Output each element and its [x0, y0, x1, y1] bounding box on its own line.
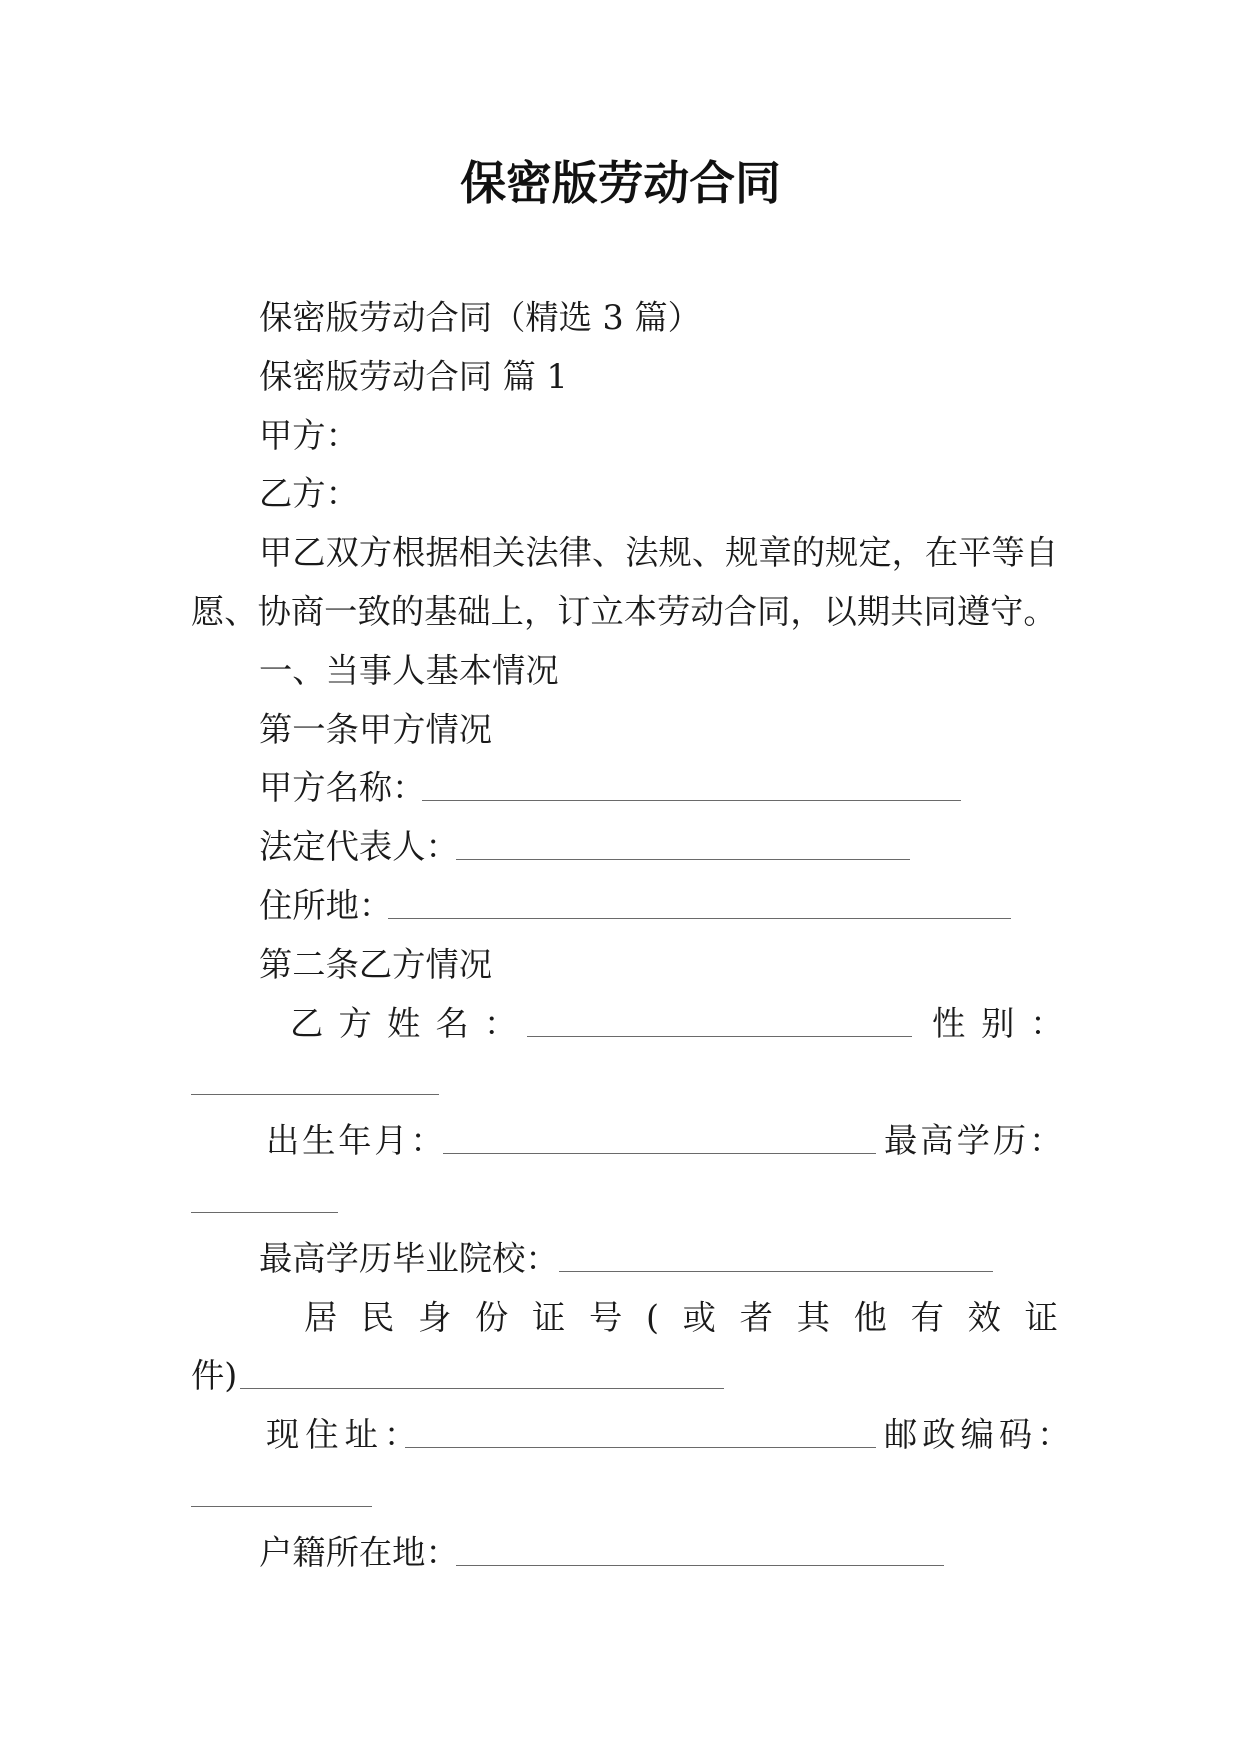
postcode-blank	[191, 1465, 372, 1507]
party-a-address-blank	[388, 877, 1011, 919]
party-a-address-label: 住所地：	[259, 885, 393, 925]
id-number-label: 居民身份证号(或者其他有效证	[304, 1297, 1082, 1337]
line-gender-blank	[0, 1053, 1241, 1112]
document-title: 保密版劳动合同	[460, 156, 781, 210]
party-a-name-label: 甲方名称：	[259, 768, 426, 808]
education-label: 最高学历：	[884, 1121, 1066, 1161]
line-chapter-1	[0, 642, 1241, 701]
line-article-2	[0, 936, 1241, 995]
part-heading: 保密版劳动合同 篇 1	[259, 356, 568, 396]
line-party-b-name	[0, 995, 1241, 1054]
line-party-a-name	[0, 759, 1241, 818]
article-heading: 第二条乙方情况	[259, 944, 493, 984]
line-legal-rep	[0, 818, 1241, 877]
postcode-label: 邮政编码：	[884, 1415, 1076, 1455]
party-b-name-blank	[527, 995, 912, 1037]
preamble-text: 愿、协商一致的基础上，订立本劳动合同，以期共同遵守。	[191, 591, 1057, 631]
line-preamble-1	[0, 524, 1241, 583]
id-number-blank	[240, 1347, 724, 1389]
birth-blank	[443, 1112, 876, 1154]
preamble-text: 甲乙双方根据相关法律、法规、规章的规定，在平等自	[259, 533, 1059, 573]
gender-blank	[191, 1053, 439, 1095]
line-current-address	[0, 1406, 1241, 1465]
gender-label: 性别：	[932, 1003, 1080, 1043]
legal-rep-blank	[456, 818, 910, 860]
legal-rep-label: 法定代表人：	[259, 827, 459, 867]
document-body	[0, 289, 1241, 1583]
line-party-a-address	[0, 877, 1241, 936]
article-heading: 第一条甲方情况	[259, 709, 493, 749]
household-blank	[456, 1524, 944, 1566]
party-b-label: 乙方：	[259, 474, 359, 514]
education-blank	[191, 1171, 338, 1213]
collection-title: 保密版劳动合同（精选 3 篇）	[259, 298, 701, 337]
line-id-2	[0, 1347, 1241, 1406]
party-a-label: 甲方：	[259, 415, 359, 455]
line-preamble-2	[0, 583, 1241, 642]
current-address-blank	[405, 1406, 876, 1448]
chapter-heading: 一、当事人基本情况	[259, 650, 559, 690]
birth-label: 出生年月：	[266, 1121, 447, 1161]
line-household	[0, 1524, 1241, 1583]
household-label: 户籍所在地：	[259, 1532, 459, 1572]
line-part-heading	[0, 348, 1241, 407]
id-number-label-end: 件)	[191, 1356, 238, 1396]
party-a-name-blank	[422, 759, 961, 801]
school-blank	[559, 1230, 993, 1272]
party-b-name-label: 乙方姓名：	[290, 1003, 533, 1043]
line-collection-title	[0, 289, 1241, 348]
current-address-label: 现住址：	[266, 1415, 424, 1455]
line-id-1	[0, 1289, 1241, 1348]
line-party-b	[0, 465, 1241, 524]
line-education-blank	[0, 1171, 1241, 1230]
line-school	[0, 1230, 1241, 1289]
line-postcode-blank	[0, 1465, 1241, 1524]
school-label: 最高学历毕业院校：	[259, 1238, 559, 1278]
line-birth	[0, 1112, 1241, 1171]
line-party-a	[0, 407, 1241, 466]
line-article-1	[0, 701, 1241, 760]
